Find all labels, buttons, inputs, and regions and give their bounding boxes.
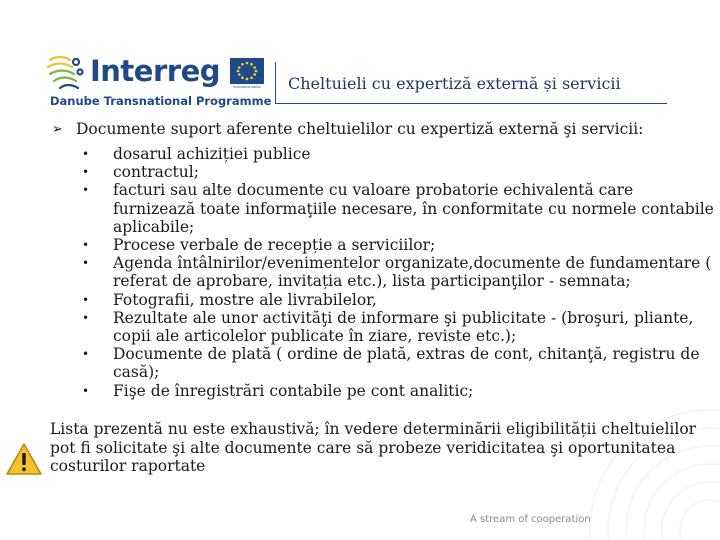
- bullet-dot-icon: •: [82, 147, 90, 161]
- bullet-dot-icon: •: [82, 292, 90, 307]
- list-item-text: Documente de plată ( ordine de plată, extras de cont, chitanţă, registru de casă);: [113, 345, 700, 382]
- bullet-dot-icon: •: [82, 310, 90, 325]
- header-divider: [275, 62, 276, 104]
- list-item: [82, 345, 718, 381]
- eu-flag-icon: [230, 58, 264, 84]
- document-list: [82, 145, 718, 400]
- header-underline: [275, 103, 667, 104]
- list-item-text: Fişe de înregistrări contabile pe cont analitic;: [113, 381, 474, 400]
- list-item: [82, 309, 718, 345]
- arrow-bullet-icon: ➢: [52, 122, 63, 137]
- disclaimer-note: Lista prezentă nu este exhaustivă; în vedere determinării eligibilității cheltuielilor pot fi solicitate şi alte documente care să probeze veridicitatea şi oportunitatea costurilor raportate: [50, 420, 697, 475]
- bullet-dot-icon: •: [82, 256, 90, 271]
- slide-title: Cheltuieli cu expertiză externă și servicii: [288, 74, 621, 93]
- list-item-text: Fotografii, mostre ale livrabilelor,: [113, 290, 377, 309]
- interreg-swirl-icon: [44, 52, 94, 96]
- list-item-text: Agenda întâlnirilor/evenimentelor organizate,documente de fundamentare ( referat de aprobare, invitația etc.), lista participanţilor - semnata;: [113, 254, 712, 291]
- list-item: [82, 163, 718, 181]
- eu-caption: EUROPEAN UNION: [233, 85, 261, 89]
- list-item: [82, 382, 718, 400]
- footer-tagline: A stream of cooperation: [470, 514, 591, 525]
- bullet-dot-icon: •: [82, 383, 90, 398]
- list-item: [82, 145, 718, 163]
- bullet-dot-icon: •: [82, 183, 90, 198]
- bullet-dot-icon: •: [82, 238, 90, 253]
- list-item-text: dosarul achiziției publice: [113, 145, 311, 163]
- main-bullet-text: Documente suport aferente cheltuielilor cu expertiză externă şi servicii:: [76, 120, 644, 138]
- brand-name: Interreg: [90, 54, 220, 88]
- interreg-logo: [44, 52, 272, 110]
- list-item: [82, 181, 718, 236]
- bullet-dot-icon: •: [82, 347, 90, 362]
- main-bullet: [52, 120, 643, 139]
- list-item-text: Rezultate ale unor activităţi de informare şi publicitate - (broşuri, pliante, copii ale articolelor publicate în ziare, reviste etc.);: [113, 308, 694, 346]
- list-item-text: contractul;: [113, 163, 199, 182]
- programme-name: Danube Transnational Programme: [50, 94, 272, 108]
- list-item-text: Procese verbale de recepție a serviciilor;: [113, 236, 436, 255]
- list-item: [82, 291, 718, 309]
- list-item: [82, 236, 718, 254]
- list-item: [82, 254, 718, 290]
- bullet-dot-icon: •: [82, 165, 90, 180]
- warning-icon: [4, 441, 44, 477]
- list-item-text: facturi sau alte documente cu valoare probatorie echivalentă care furnizează toate informaţiile necesare, în conformitate cu normele contabile aplicabile;: [113, 181, 714, 236]
